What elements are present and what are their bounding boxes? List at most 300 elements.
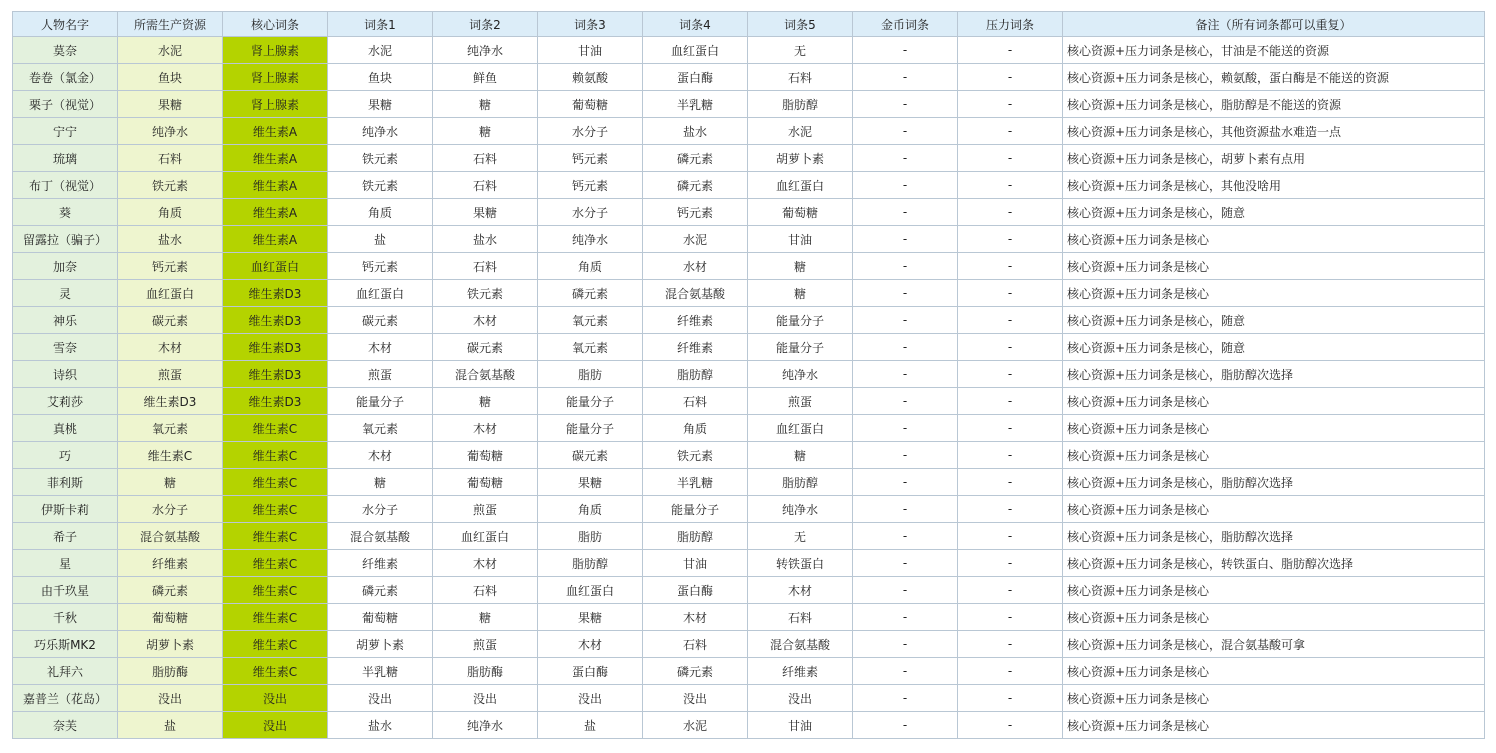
table-cell[interactable]: 维生素A: [223, 226, 328, 253]
table-cell[interactable]: -: [853, 334, 958, 361]
table-cell[interactable]: -: [958, 253, 1063, 280]
table-cell[interactable]: 无: [748, 523, 853, 550]
table-cell[interactable]: -: [958, 658, 1063, 685]
table-cell[interactable]: 碳元素: [328, 307, 433, 334]
table-cell[interactable]: 纯净水: [748, 361, 853, 388]
table-cell[interactable]: 奈芙: [13, 712, 118, 739]
table-cell[interactable]: 神乐: [13, 307, 118, 334]
column-header[interactable]: 词条2: [433, 12, 538, 37]
table-cell[interactable]: 核心资源+压力词条是核心，脂肪醇次选择: [1063, 361, 1485, 388]
table-cell[interactable]: 木材: [118, 334, 223, 361]
table-cell[interactable]: 鱼块: [118, 64, 223, 91]
table-cell[interactable]: 果糖: [538, 604, 643, 631]
table-cell[interactable]: 核心资源+压力词条是核心: [1063, 712, 1485, 739]
table-cell[interactable]: 混合氨基酸: [433, 361, 538, 388]
table-cell[interactable]: -: [958, 118, 1063, 145]
table-cell[interactable]: 艾莉莎: [13, 388, 118, 415]
table-cell[interactable]: 纯净水: [748, 496, 853, 523]
table-cell[interactable]: -: [958, 442, 1063, 469]
table-cell[interactable]: 脂肪醇: [748, 91, 853, 118]
table-cell[interactable]: 水材: [643, 253, 748, 280]
table-cell[interactable]: 蛋白酶: [538, 658, 643, 685]
table-cell[interactable]: 水分子: [538, 118, 643, 145]
table-cell[interactable]: 核心资源+压力词条是核心: [1063, 658, 1485, 685]
table-cell[interactable]: 维生素C: [118, 442, 223, 469]
column-header[interactable]: 词条4: [643, 12, 748, 37]
table-cell[interactable]: 维生素C: [223, 442, 328, 469]
table-cell[interactable]: 纯净水: [538, 226, 643, 253]
table-cell[interactable]: -: [958, 388, 1063, 415]
table-cell[interactable]: 维生素C: [223, 415, 328, 442]
table-cell[interactable]: 纯净水: [433, 712, 538, 739]
table-cell[interactable]: 核心资源+压力词条是核心，脂肪醇次选择: [1063, 469, 1485, 496]
table-cell[interactable]: 维生素D3: [118, 388, 223, 415]
table-cell[interactable]: -: [853, 253, 958, 280]
table-cell[interactable]: 核心资源+压力词条是核心: [1063, 604, 1485, 631]
table-cell[interactable]: -: [853, 604, 958, 631]
table-cell[interactable]: -: [958, 604, 1063, 631]
table-cell[interactable]: 能量分子: [538, 415, 643, 442]
table-cell[interactable]: 维生素C: [223, 604, 328, 631]
table-cell[interactable]: 维生素C: [223, 658, 328, 685]
table-cell[interactable]: -: [958, 172, 1063, 199]
table-cell[interactable]: 血红蛋白: [748, 415, 853, 442]
table-cell[interactable]: 维生素A: [223, 199, 328, 226]
table-row: [13, 523, 1485, 550]
table-cell[interactable]: 灵: [13, 280, 118, 307]
table-cell[interactable]: 盐: [118, 712, 223, 739]
table-cell[interactable]: 磷元素: [643, 658, 748, 685]
table-cell[interactable]: -: [958, 280, 1063, 307]
table-cell[interactable]: 希子: [13, 523, 118, 550]
table-cell[interactable]: 纯净水: [433, 37, 538, 64]
table-cell[interactable]: 碳元素: [118, 307, 223, 334]
table-cell[interactable]: 能量分子: [538, 388, 643, 415]
table-cell[interactable]: 无: [748, 37, 853, 64]
table-cell[interactable]: -: [958, 631, 1063, 658]
table-cell[interactable]: 巧乐斯MK2: [13, 631, 118, 658]
table-cell[interactable]: 纯净水: [328, 118, 433, 145]
table-cell[interactable]: 盐水: [433, 226, 538, 253]
table-cell[interactable]: -: [853, 577, 958, 604]
table-cell[interactable]: -: [958, 496, 1063, 523]
table-cell[interactable]: 蛋白酶: [643, 577, 748, 604]
table-cell[interactable]: -: [853, 388, 958, 415]
table-cell[interactable]: 钙元素: [538, 172, 643, 199]
table-cell[interactable]: 维生素D3: [223, 388, 328, 415]
table-cell[interactable]: 甘油: [748, 226, 853, 253]
table-cell[interactable]: 没出: [433, 685, 538, 712]
table-cell[interactable]: -: [853, 307, 958, 334]
table-cell[interactable]: 核心资源+压力词条是核心: [1063, 253, 1485, 280]
table-cell[interactable]: -: [958, 226, 1063, 253]
table-cell[interactable]: 脂肪酶: [433, 658, 538, 685]
column-header[interactable]: 词条1: [328, 12, 433, 37]
table-cell[interactable]: -: [853, 685, 958, 712]
table-cell[interactable]: 星: [13, 550, 118, 577]
table-cell[interactable]: 肾上腺素: [223, 37, 328, 64]
table-cell[interactable]: 钙元素: [118, 253, 223, 280]
table-cell[interactable]: 角质: [118, 199, 223, 226]
table-cell[interactable]: 水泥: [643, 226, 748, 253]
table-cell[interactable]: 碳元素: [538, 442, 643, 469]
table-cell[interactable]: 糖: [433, 388, 538, 415]
table-cell[interactable]: 栗子（视觉）: [13, 91, 118, 118]
table-cell[interactable]: 碳元素: [433, 334, 538, 361]
table-cell[interactable]: -: [958, 577, 1063, 604]
table-cell[interactable]: 核心资源+压力词条是核心，胡萝卜素有点用: [1063, 145, 1485, 172]
table-cell[interactable]: 石料: [433, 145, 538, 172]
table-cell[interactable]: -: [853, 361, 958, 388]
table-cell[interactable]: 维生素C: [223, 631, 328, 658]
table-cell[interactable]: 维生素C: [223, 550, 328, 577]
table-cell[interactable]: 混合氨基酸: [748, 631, 853, 658]
table-cell[interactable]: 氧元素: [538, 334, 643, 361]
table-cell[interactable]: 煎蛋: [433, 631, 538, 658]
table-cell[interactable]: 角质: [328, 199, 433, 226]
table-cell[interactable]: 真桃: [13, 415, 118, 442]
table-cell[interactable]: 角质: [643, 415, 748, 442]
table-cell[interactable]: 没出: [328, 685, 433, 712]
table-cell[interactable]: 糖: [433, 118, 538, 145]
table-cell[interactable]: 水泥: [643, 712, 748, 739]
table-cell[interactable]: 木材: [433, 550, 538, 577]
table-cell[interactable]: 水分子: [538, 199, 643, 226]
table-cell[interactable]: 诗织: [13, 361, 118, 388]
table-cell[interactable]: -: [958, 469, 1063, 496]
table-cell[interactable]: -: [853, 415, 958, 442]
table-cell[interactable]: 盐水: [328, 712, 433, 739]
table-cell[interactable]: 转铁蛋白: [748, 550, 853, 577]
table-cell[interactable]: 水泥: [328, 37, 433, 64]
table-cell[interactable]: 葡萄糖: [538, 91, 643, 118]
table-cell[interactable]: 煎蛋: [328, 361, 433, 388]
table-cell[interactable]: 磷元素: [328, 577, 433, 604]
table-cell[interactable]: 肾上腺素: [223, 64, 328, 91]
table-cell[interactable]: -: [853, 442, 958, 469]
table-cell[interactable]: 木材: [328, 334, 433, 361]
table-cell[interactable]: 水分子: [118, 496, 223, 523]
table-cell[interactable]: 脂肪酶: [118, 658, 223, 685]
table-cell[interactable]: 血红蛋白: [118, 280, 223, 307]
table-cell[interactable]: 磷元素: [643, 145, 748, 172]
table-cell[interactable]: 糖: [748, 280, 853, 307]
table-cell[interactable]: 铁元素: [118, 172, 223, 199]
table-cell[interactable]: 木材: [538, 631, 643, 658]
table-cell[interactable]: 水泥: [118, 37, 223, 64]
table-cell[interactable]: 嘉普兰（花岛）: [13, 685, 118, 712]
table-cell[interactable]: 脂肪: [538, 523, 643, 550]
table-cell[interactable]: -: [853, 64, 958, 91]
table-cell[interactable]: 木材: [433, 415, 538, 442]
table-cell[interactable]: 盐水: [118, 226, 223, 253]
table-cell[interactable]: -: [958, 64, 1063, 91]
table-cell[interactable]: 没出: [223, 712, 328, 739]
table-cell[interactable]: 纤维素: [748, 658, 853, 685]
table-cell[interactable]: 琉璃: [13, 145, 118, 172]
column-header[interactable]: 人物名字: [13, 12, 118, 37]
table-cell[interactable]: 铁元素: [328, 172, 433, 199]
table-cell[interactable]: 石料: [643, 388, 748, 415]
table-cell[interactable]: 果糖: [433, 199, 538, 226]
table-cell[interactable]: -: [853, 550, 958, 577]
table-cell[interactable]: -: [853, 199, 958, 226]
table-cell[interactable]: 血红蛋白: [643, 37, 748, 64]
table-cell[interactable]: -: [853, 280, 958, 307]
table-cell[interactable]: 脂肪: [538, 361, 643, 388]
table-cell[interactable]: 维生素D3: [223, 307, 328, 334]
table-cell[interactable]: 鲜鱼: [433, 64, 538, 91]
table-cell[interactable]: 维生素C: [223, 496, 328, 523]
table-cell[interactable]: 核心资源+压力词条是核心: [1063, 280, 1485, 307]
table-cell[interactable]: 氧元素: [328, 415, 433, 442]
table-cell[interactable]: 甘油: [643, 550, 748, 577]
table-cell[interactable]: 葡萄糖: [118, 604, 223, 631]
table-cell[interactable]: 石料: [433, 253, 538, 280]
table-cell[interactable]: 血红蛋白: [328, 280, 433, 307]
table-cell[interactable]: 水分子: [328, 496, 433, 523]
table-cell[interactable]: -: [853, 712, 958, 739]
table-cell[interactable]: 钙元素: [328, 253, 433, 280]
table-cell[interactable]: 血红蛋白: [748, 172, 853, 199]
table-cell[interactable]: 伊斯卡莉: [13, 496, 118, 523]
table-cell[interactable]: 纤维素: [643, 307, 748, 334]
table-cell[interactable]: 果糖: [538, 469, 643, 496]
column-header[interactable]: 词条3: [538, 12, 643, 37]
table-cell[interactable]: 钙元素: [643, 199, 748, 226]
table-cell[interactable]: 布丁（视觉）: [13, 172, 118, 199]
table-cell[interactable]: -: [958, 685, 1063, 712]
table-cell[interactable]: -: [853, 37, 958, 64]
table-cell[interactable]: 煎蛋: [748, 388, 853, 415]
table-cell[interactable]: -: [853, 145, 958, 172]
table-cell[interactable]: 甘油: [538, 37, 643, 64]
table-cell[interactable]: 没出: [748, 685, 853, 712]
table-cell[interactable]: 核心资源+压力词条是核心: [1063, 388, 1485, 415]
table-cell[interactable]: 鱼块: [328, 64, 433, 91]
table-cell[interactable]: 脂肪醇: [748, 469, 853, 496]
table-cell[interactable]: 脂肪醇: [643, 361, 748, 388]
table-cell[interactable]: -: [958, 712, 1063, 739]
table-cell[interactable]: 糖: [748, 442, 853, 469]
table-cell[interactable]: 磷元素: [643, 172, 748, 199]
table-cell[interactable]: 没出: [223, 685, 328, 712]
table-cell[interactable]: 木材: [328, 442, 433, 469]
table-cell[interactable]: -: [958, 37, 1063, 64]
table-cell[interactable]: -: [958, 415, 1063, 442]
table-cell[interactable]: -: [958, 334, 1063, 361]
table-cell[interactable]: 石料: [643, 631, 748, 658]
table-cell[interactable]: 胡萝卜素: [748, 145, 853, 172]
table-cell[interactable]: -: [958, 307, 1063, 334]
table-cell[interactable]: 纤维素: [328, 550, 433, 577]
table-cell[interactable]: 核心资源+压力词条是核心，转铁蛋白、脂肪醇次选择: [1063, 550, 1485, 577]
table-cell[interactable]: 混合氨基酸: [643, 280, 748, 307]
table-cell[interactable]: 盐水: [643, 118, 748, 145]
table-cell[interactable]: 纤维素: [118, 550, 223, 577]
table-cell[interactable]: 礼拜六: [13, 658, 118, 685]
table-cell[interactable]: 核心资源+压力词条是核心，甘油是不能送的资源: [1063, 37, 1485, 64]
table-cell[interactable]: 核心资源+压力词条是核心: [1063, 415, 1485, 442]
table-cell[interactable]: 煎蛋: [433, 496, 538, 523]
table-cell[interactable]: 肾上腺素: [223, 91, 328, 118]
table-cell[interactable]: 维生素D3: [223, 361, 328, 388]
table-cell[interactable]: 角质: [538, 253, 643, 280]
table-cell[interactable]: -: [853, 469, 958, 496]
table-cell[interactable]: -: [958, 361, 1063, 388]
table-cell[interactable]: 半乳糖: [643, 91, 748, 118]
column-header[interactable]: 金币词条: [853, 12, 958, 37]
table-cell[interactable]: 木材: [643, 604, 748, 631]
table-cell[interactable]: 由千玖星: [13, 577, 118, 604]
table-row: [13, 280, 1485, 307]
table-cell[interactable]: -: [958, 91, 1063, 118]
table-cell[interactable]: 核心资源+压力词条是核心，随意: [1063, 334, 1485, 361]
table-cell[interactable]: 糖: [433, 91, 538, 118]
column-header[interactable]: 压力词条: [958, 12, 1063, 37]
table-cell[interactable]: 核心资源+压力词条是核心: [1063, 577, 1485, 604]
table-cell[interactable]: 磷元素: [538, 280, 643, 307]
table-cell[interactable]: 糖: [328, 469, 433, 496]
table-cell[interactable]: 没出: [538, 685, 643, 712]
table-cell[interactable]: 维生素C: [223, 577, 328, 604]
table-cell[interactable]: 留露拉（骗子）: [13, 226, 118, 253]
table-cell[interactable]: 石料: [433, 172, 538, 199]
table-cell[interactable]: 赖氨酸: [538, 64, 643, 91]
table-cell[interactable]: 能量分子: [748, 307, 853, 334]
table-cell[interactable]: -: [958, 523, 1063, 550]
table-cell[interactable]: 核心资源+压力词条是核心，随意: [1063, 307, 1485, 334]
table-cell[interactable]: 卷卷（氯金）: [13, 64, 118, 91]
column-header[interactable]: 核心词条: [223, 12, 328, 37]
table-cell[interactable]: -: [958, 199, 1063, 226]
table-cell[interactable]: 脂肪醇: [538, 550, 643, 577]
table-cell[interactable]: 石料: [748, 604, 853, 631]
table-cell[interactable]: -: [853, 172, 958, 199]
table-cell[interactable]: 铁元素: [328, 145, 433, 172]
table-cell[interactable]: 木材: [748, 577, 853, 604]
table-cell[interactable]: 氧元素: [538, 307, 643, 334]
table-cell[interactable]: 钙元素: [538, 145, 643, 172]
table-cell[interactable]: 石料: [748, 64, 853, 91]
table-cell[interactable]: 宁宁: [13, 118, 118, 145]
table-cell[interactable]: 千秋: [13, 604, 118, 631]
table-cell[interactable]: 巧: [13, 442, 118, 469]
table-cell[interactable]: 没出: [118, 685, 223, 712]
table-cell[interactable]: 角质: [538, 496, 643, 523]
table-cell[interactable]: 纤维素: [643, 334, 748, 361]
table-cell[interactable]: 铁元素: [433, 280, 538, 307]
table-cell[interactable]: 菲利斯: [13, 469, 118, 496]
table-row: [13, 334, 1485, 361]
table-cell[interactable]: 氧元素: [118, 415, 223, 442]
table-cell[interactable]: 半乳糖: [328, 658, 433, 685]
table-cell[interactable]: 核心资源+压力词条是核心，随意: [1063, 199, 1485, 226]
table-cell[interactable]: 能量分子: [643, 496, 748, 523]
table-cell[interactable]: -: [853, 658, 958, 685]
table-cell[interactable]: -: [853, 118, 958, 145]
table-cell[interactable]: 混合氨基酸: [118, 523, 223, 550]
table-cell[interactable]: 果糖: [118, 91, 223, 118]
table-cell[interactable]: 石料: [118, 145, 223, 172]
table-cell[interactable]: 维生素A: [223, 172, 328, 199]
table-cell[interactable]: 核心资源+压力词条是核心，其他没啥用: [1063, 172, 1485, 199]
table-cell[interactable]: 能量分子: [328, 388, 433, 415]
table-cell[interactable]: 核心资源+压力词条是核心，赖氨酸，蛋白酶是不能送的资源: [1063, 64, 1485, 91]
table-cell[interactable]: 纯净水: [118, 118, 223, 145]
table-cell[interactable]: 混合氨基酸: [328, 523, 433, 550]
table-cell[interactable]: 葵: [13, 199, 118, 226]
table-cell[interactable]: 维生素D3: [223, 280, 328, 307]
table-cell[interactable]: 木材: [433, 307, 538, 334]
table-cell[interactable]: -: [853, 91, 958, 118]
table-cell[interactable]: -: [958, 145, 1063, 172]
table-cell[interactable]: 核心资源+压力词条是核心: [1063, 442, 1485, 469]
table-cell[interactable]: 胡萝卜素: [118, 631, 223, 658]
column-header[interactable]: 所需生产资源: [118, 12, 223, 37]
table-cell[interactable]: 果糖: [328, 91, 433, 118]
table-cell[interactable]: 葡萄糖: [433, 442, 538, 469]
table-cell[interactable]: 能量分子: [748, 334, 853, 361]
table-cell[interactable]: 磷元素: [118, 577, 223, 604]
table-cell[interactable]: 脂肪醇: [643, 523, 748, 550]
table-cell[interactable]: -: [958, 550, 1063, 577]
column-header[interactable]: 词条5: [748, 12, 853, 37]
table-cell[interactable]: 葡萄糖: [748, 199, 853, 226]
table-cell[interactable]: -: [853, 631, 958, 658]
table-cell[interactable]: 半乳糖: [643, 469, 748, 496]
table-cell[interactable]: 盐: [328, 226, 433, 253]
table-cell[interactable]: 葡萄糖: [433, 469, 538, 496]
table-cell[interactable]: 核心资源+压力词条是核心: [1063, 226, 1485, 253]
table-cell[interactable]: 核心资源+压力词条是核心: [1063, 685, 1485, 712]
table-cell[interactable]: 糖: [433, 604, 538, 631]
table-cell[interactable]: -: [853, 523, 958, 550]
table-cell[interactable]: 葡萄糖: [328, 604, 433, 631]
table-cell[interactable]: 维生素A: [223, 118, 328, 145]
table-cell[interactable]: 核心资源+压力词条是核心，脂肪醇是不能送的资源: [1063, 91, 1485, 118]
table-cell[interactable]: 血红蛋白: [433, 523, 538, 550]
table-cell[interactable]: 加奈: [13, 253, 118, 280]
table-cell[interactable]: 维生素C: [223, 523, 328, 550]
table-cell[interactable]: 糖: [748, 253, 853, 280]
table-cell[interactable]: 没出: [643, 685, 748, 712]
table-cell[interactable]: 糖: [118, 469, 223, 496]
column-header[interactable]: 备注（所有词条都可以重复）: [1063, 12, 1485, 37]
table-cell[interactable]: 胡萝卜素: [328, 631, 433, 658]
table-cell[interactable]: -: [853, 226, 958, 253]
table-cell[interactable]: 核心资源+压力词条是核心: [1063, 496, 1485, 523]
table-cell[interactable]: 维生素D3: [223, 334, 328, 361]
table-cell[interactable]: 盐: [538, 712, 643, 739]
table-cell[interactable]: 血红蛋白: [538, 577, 643, 604]
table-cell[interactable]: 煎蛋: [118, 361, 223, 388]
table-cell[interactable]: 雪奈: [13, 334, 118, 361]
table-cell[interactable]: 血红蛋白: [223, 253, 328, 280]
table-cell[interactable]: 莫奈: [13, 37, 118, 64]
table-cell[interactable]: -: [853, 496, 958, 523]
table-cell[interactable]: 核心资源+压力词条是核心，混合氨基酸可拿: [1063, 631, 1485, 658]
table-cell[interactable]: 核心资源+压力词条是核心，脂肪醇次选择: [1063, 523, 1485, 550]
table-cell[interactable]: 水泥: [748, 118, 853, 145]
table-cell[interactable]: 甘油: [748, 712, 853, 739]
table-cell[interactable]: 蛋白酶: [643, 64, 748, 91]
table-cell[interactable]: 维生素A: [223, 145, 328, 172]
table-cell[interactable]: 核心资源+压力词条是核心，其他资源盐水难造一点: [1063, 118, 1485, 145]
table-cell[interactable]: 维生素C: [223, 469, 328, 496]
table-cell[interactable]: 铁元素: [643, 442, 748, 469]
table-cell[interactable]: 石料: [433, 577, 538, 604]
